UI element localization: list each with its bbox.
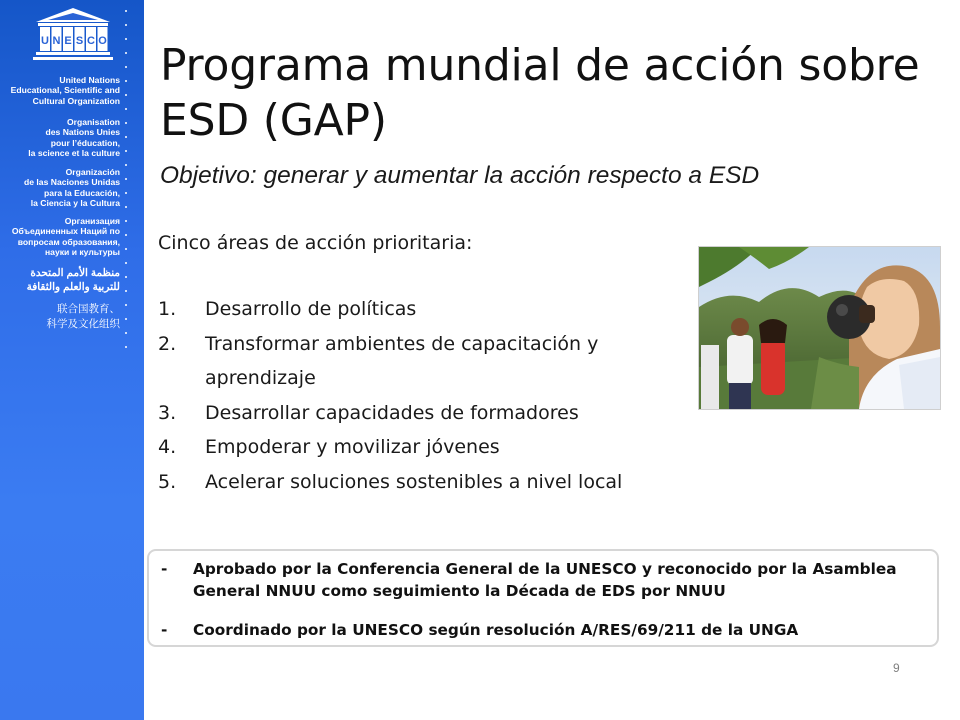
svg-text:N: N	[52, 35, 61, 47]
org-name-chinese	[47, 302, 121, 332]
org-line: para la Educación,	[44, 187, 120, 198]
org-line: United Nations	[59, 75, 120, 85]
org-line: Организация	[64, 216, 120, 226]
page-number: 9	[893, 661, 900, 675]
list-item	[158, 396, 688, 431]
list-item	[158, 465, 675, 500]
note-text: Coordinado por la UNESCO según resolución A/RES/69/211 de la UNGA	[193, 621, 799, 639]
note-text: Aprobado por la Conferencia General de la UNESCO y reconocido por la Asamblea General NNUU como seguimiento la Década de EDS por NNUU	[193, 560, 897, 600]
org-line: Organisation	[66, 117, 120, 127]
unesco-sidebar	[0, 0, 144, 720]
org-line: pour l’éducation,	[50, 137, 120, 148]
org-line: la Ciencia y la Cultura	[30, 198, 120, 209]
list-item-number: 4.	[158, 436, 177, 458]
org-line: Объединенных Наций по	[11, 226, 120, 237]
org-name-french	[28, 117, 120, 159]
org-name-spanish	[24, 167, 120, 209]
svg-text:S: S	[75, 35, 84, 47]
note-dash: -	[161, 560, 168, 578]
slide-subtitle: Objetivo: generar y aumentar la acción respecto a ESD	[160, 162, 760, 189]
svg-text:U: U	[41, 35, 49, 47]
svg-text:E: E	[64, 35, 72, 47]
sidebar-dots	[124, 10, 130, 350]
org-line: вопросам образования,	[17, 236, 120, 247]
list-item	[158, 430, 688, 465]
org-line: науки и культуры	[44, 247, 120, 258]
list-item-text: Empoderar y movilizar jóvenes	[205, 436, 500, 458]
list-item-text: Transformar ambientes de capacitación y aprendizaje	[205, 332, 599, 389]
list-item-number: 1.	[158, 298, 177, 320]
students-photo-image	[699, 247, 940, 409]
unesco-logo-icon	[30, 6, 116, 64]
students-photo	[698, 246, 941, 410]
org-line: Cultural Organization	[32, 95, 120, 106]
list-item-text: Desarrollar capacidades de formadores	[205, 401, 579, 424]
org-name-arabic	[27, 266, 120, 294]
org-line: Organización	[65, 167, 120, 177]
approval-note	[161, 558, 933, 602]
priority-areas-list	[158, 292, 688, 499]
list-item-number: 3.	[158, 401, 177, 424]
list-item-number: 2.	[158, 332, 177, 355]
org-line: 联合国教育、	[57, 303, 120, 315]
org-name-english	[11, 75, 120, 106]
org-name-russian	[12, 216, 120, 258]
list-item-number: 5.	[158, 470, 177, 493]
org-line: للتربية والعلم والثقافة	[26, 281, 120, 293]
coordination-note	[161, 619, 933, 641]
org-line: de las Naciones Unidas	[24, 177, 120, 188]
priority-areas-heading: Cinco áreas de acción prioritaria:	[158, 232, 473, 254]
slide-title-line1: Programa mundial de acción sobre	[160, 40, 920, 91]
org-line: des Nations Unies	[45, 127, 120, 138]
list-item	[158, 292, 688, 327]
slide-title	[160, 38, 930, 148]
list-item	[158, 327, 675, 396]
list-item-text: Desarrollo de políticas	[205, 298, 417, 320]
org-line: la science et la culture	[28, 148, 120, 159]
org-line: 科学及文化组织	[46, 318, 120, 330]
note-dash: -	[161, 621, 168, 639]
svg-text:O: O	[98, 35, 107, 47]
list-item-text: Acelerar soluciones sostenibles a nivel local	[205, 470, 623, 493]
approval-notes-box	[147, 549, 939, 647]
org-line: منظمة الأمم المتحدة	[30, 267, 120, 279]
svg-text:C: C	[87, 35, 95, 47]
slide-title-line2: ESD (GAP)	[160, 95, 387, 146]
org-line: Educational, Scientific and	[10, 85, 120, 96]
